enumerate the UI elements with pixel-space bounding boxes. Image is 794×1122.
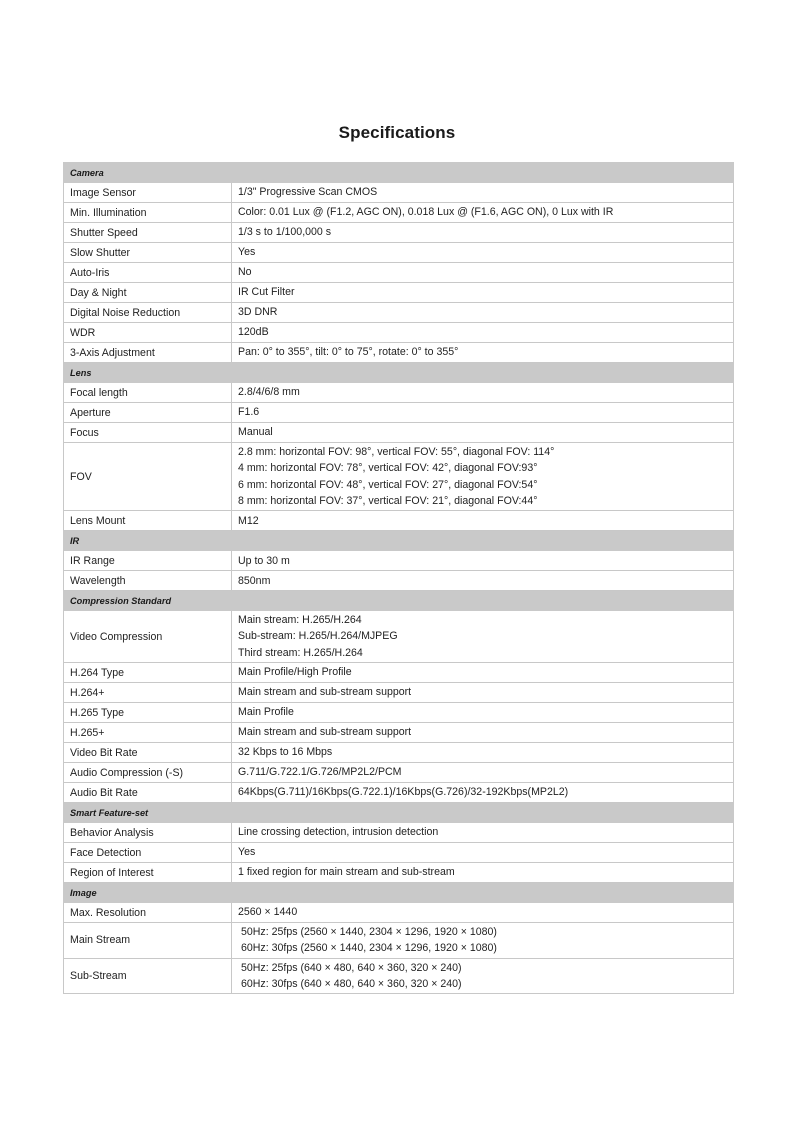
spec-row [64,551,734,571]
spec-value [232,663,734,683]
spec-value-line: 2.8/4/6/8 mm [238,386,300,399]
section-title: Image [64,883,734,903]
section-title: Smart Feature-set [64,803,734,823]
spec-value [232,783,734,803]
spec-label: WDR [64,323,232,343]
spec-value [232,283,734,303]
spec-row [64,703,734,723]
spec-label: Sub-Stream [64,958,232,994]
spec-label: Min. Illumination [64,203,232,223]
spec-value-line: 64Kbps(G.711)/16Kbps(G.722.1)/16Kbps(G.726)/32-192Kbps(MP2L2) [238,786,569,799]
spec-value [232,903,734,923]
spec-row [64,683,734,703]
spec-value [232,571,734,591]
spec-label: IR Range [64,551,232,571]
section-header-lens [64,363,734,383]
spec-value [232,743,734,763]
spec-value [232,423,734,443]
spec-value-line: Yes [238,846,256,859]
spec-value-line: 2.8 mm: horizontal FOV: 98°, vertical FOV: 55°, diagonal FOV: 114° [238,446,555,458]
spec-label: H.264+ [64,683,232,703]
spec-value-line: Main Profile/High Profile [238,666,352,679]
spec-label: H.265 Type [64,703,232,723]
spec-value [232,611,734,663]
spec-label: Slow Shutter [64,243,232,263]
spec-value [232,551,734,571]
spec-value [232,863,734,883]
spec-value-line: 1/3" Progressive Scan CMOS [238,186,378,199]
spec-value-line: Manual [238,426,273,439]
spec-label: Video Compression [64,611,232,663]
spec-row [64,843,734,863]
spec-value [232,923,734,959]
section-header-smart-feature-set [64,803,734,823]
spec-value [232,263,734,283]
spec-value-line: 6 mm: horizontal FOV: 48°, vertical FOV: 27°, diagonal FOV:54° [238,478,538,491]
spec-row [64,663,734,683]
spec-value [232,203,734,223]
spec-value-line: 4 mm: horizontal FOV: 78°, vertical FOV: 42°, diagonal FOV:93° [238,462,538,475]
section-header-camera [64,163,734,183]
spec-value [232,511,734,531]
spec-value-line: F1.6 [238,406,260,419]
spec-label: Main Stream [64,923,232,959]
spec-value-line: Yes [238,246,256,259]
spec-value [232,683,734,703]
spec-row [64,783,734,803]
spec-value-line: 120dB [238,326,269,339]
spec-label: H.264 Type [64,663,232,683]
spec-row [64,243,734,263]
spec-value [232,243,734,263]
spec-value-line: 850nm [238,574,271,587]
section-header-image [64,883,734,903]
spec-row [64,763,734,783]
spec-value [232,383,734,403]
specifications-table [63,162,734,994]
spec-row [64,611,734,663]
spec-label: Audio Bit Rate [64,783,232,803]
spec-value-line: G.711/G.722.1/G.726/MP2L2/PCM [238,766,402,779]
spec-label: Lens Mount [64,511,232,531]
spec-label: Focus [64,423,232,443]
spec-value-line: 50Hz: 25fps (640 × 480, 640 × 360, 320 × 240) [241,961,462,974]
spec-value [232,823,734,843]
spec-row [64,343,734,363]
spec-row [64,743,734,763]
spec-row [64,423,734,443]
section-title: Lens [64,363,734,383]
spec-value-line: 60Hz: 30fps (640 × 480, 640 × 360, 320 × 240) [241,977,462,990]
spec-row [64,403,734,423]
spec-label: Auto-Iris [64,263,232,283]
spec-value [232,343,734,363]
spec-row [64,203,734,223]
spec-row [64,863,734,883]
spec-value [232,723,734,743]
spec-value-line: 1 fixed region for main stream and sub-stream [238,866,455,879]
spec-row [64,723,734,743]
spec-label: Face Detection [64,843,232,863]
spec-value-line: Main stream and sub-stream support [238,726,412,739]
spec-row [64,183,734,203]
spec-label: Audio Compression (-S) [64,763,232,783]
spec-value [232,763,734,783]
spec-value [232,703,734,723]
spec-label: Max. Resolution [64,903,232,923]
spec-row [64,283,734,303]
spec-row [64,511,734,531]
page-title: Specifications [338,123,456,142]
spec-value-line: 32 Kbps to 16 Mbps [238,746,333,759]
spec-value-line: 60Hz: 30fps (2560 × 1440, 2304 × 1296, 1920 × 1080) [241,942,497,955]
spec-value-line: Color: 0.01 Lux @ (F1.2, AGC ON), 0.018 Lux @ (F1.6, AGC ON), 0 Lux with IR [238,206,614,219]
spec-value-line: Pan: 0° to 355°, tilt: 0° to 75°, rotate: 0° to 355° [238,346,459,359]
spec-value [232,303,734,323]
spec-value-line: 50Hz: 25fps (2560 × 1440, 2304 × 1296, 1920 × 1080) [241,926,497,939]
spec-value-line: Main Profile [238,706,294,719]
spec-row [64,823,734,843]
section-title: IR [64,531,734,551]
spec-row [64,571,734,591]
spec-value-line: Line crossing detection, intrusion detection [238,826,439,839]
spec-label: Region of Interest [64,863,232,883]
spec-label: 3-Axis Adjustment [64,343,232,363]
section-title: Compression Standard [64,591,734,611]
spec-label: H.265+ [64,723,232,743]
spec-label: Digital Noise Reduction [64,303,232,323]
spec-value-line: Main stream: H.265/H.264 [238,614,362,627]
spec-row [64,923,734,959]
spec-value [232,323,734,343]
spec-row [64,958,734,994]
spec-value [232,403,734,423]
spec-row [64,263,734,283]
spec-label: Shutter Speed [64,223,232,243]
spec-value [232,183,734,203]
spec-value-line: 1/3 s to 1/100,000 s [238,226,332,239]
spec-value [232,843,734,863]
spec-value [232,958,734,994]
section-title: Camera [64,163,734,183]
section-header-ir [64,531,734,551]
spec-value-line: Sub-stream: H.265/H.264/MJPEG [238,630,398,643]
spec-label: Image Sensor [64,183,232,203]
spec-label: Behavior Analysis [64,823,232,843]
section-header-compression-standard [64,591,734,611]
spec-value-line: 8 mm: horizontal FOV: 37°, vertical FOV: 21°, diagonal FOV:44° [238,494,538,507]
spec-value-line: Up to 30 m [238,554,290,567]
spec-value-line: Third stream: H.265/H.264 [238,646,363,659]
spec-row [64,443,734,511]
spec-value-line: M12 [238,514,259,527]
spec-row [64,303,734,323]
spec-value [232,443,734,511]
spec-value-line: 3D DNR [238,306,278,319]
spec-label: Focal length [64,383,232,403]
spec-value-line: No [238,266,252,279]
spec-row [64,323,734,343]
spec-label: Day & Night [64,283,232,303]
spec-value [232,223,734,243]
spec-value-line: Main stream and sub-stream support [238,686,412,699]
spec-value-line: IR Cut Filter [238,286,295,299]
spec-label: Aperture [64,403,232,423]
spec-label: Video Bit Rate [64,743,232,763]
spec-label: Wavelength [64,571,232,591]
spec-value-line: 2560 × 1440 [238,906,298,919]
spec-row [64,903,734,923]
spec-label: FOV [64,443,232,511]
spec-row [64,383,734,403]
spec-row [64,223,734,243]
